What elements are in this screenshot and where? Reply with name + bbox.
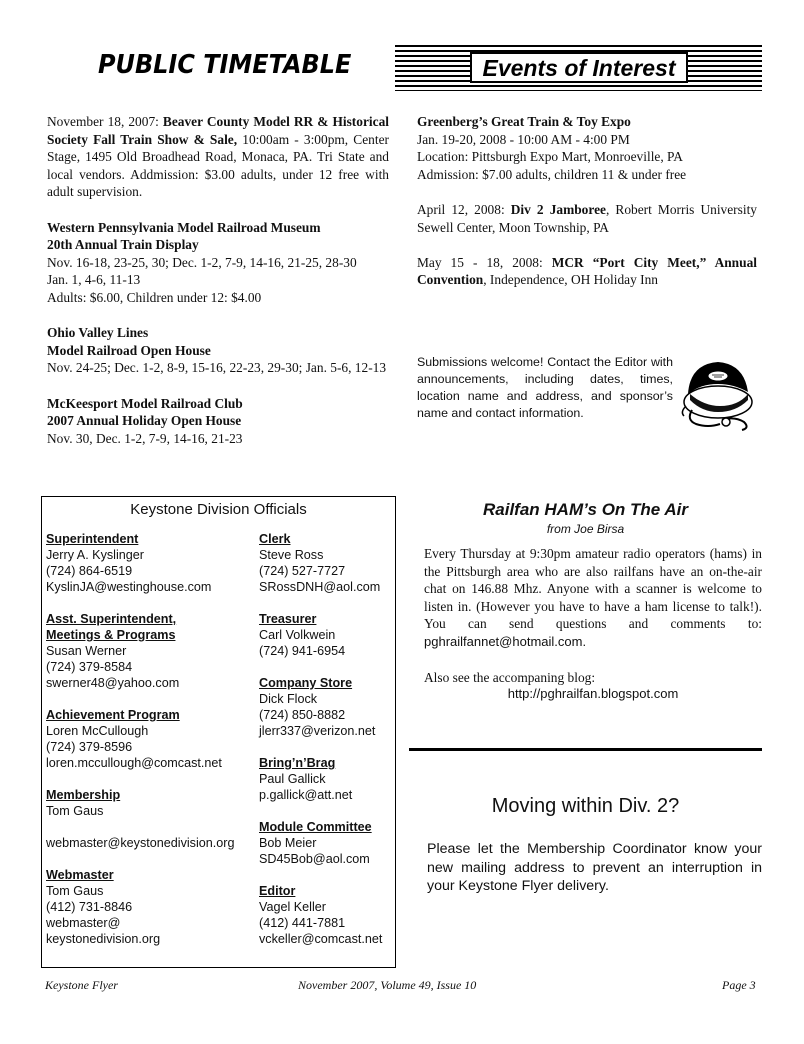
railfan-ham-body (424, 545, 762, 651)
event-item (47, 395, 389, 448)
footer-page-number: Page 3 (722, 978, 756, 992)
official-email[interactable]: keystonedivision.org (46, 932, 161, 946)
officials-spacer (46, 771, 256, 787)
event-item (417, 201, 757, 236)
officials-spacer (259, 739, 394, 755)
event-line: Model Railroad Open House (47, 342, 211, 358)
submissions-notice: Submissions welcome! Contact the Editor with announcements, including dates, times, location name and address, and sponsor’s name and contact information. (417, 355, 673, 420)
ham-blog-intro: Also see the accompaning blog: (424, 670, 596, 685)
event-item (47, 324, 389, 377)
official-detail: Tom Gaus (46, 884, 104, 898)
official-detail: (724) 850-8882 (259, 708, 346, 722)
official-email[interactable]: SRossDNH@aol.com (259, 580, 381, 594)
event-text: April 12, 2008: (417, 201, 511, 217)
railfan-ham-title: Railfan HAM’s On The Air (483, 500, 688, 519)
official-email[interactable]: vckeller@comcast.net (259, 932, 383, 946)
event-item (417, 254, 757, 289)
event-text: May 15 - 18, 2008: (417, 254, 552, 270)
event-text: MCR “Port City Meet,” Annual Convention (417, 254, 757, 288)
official-role-line2: Meetings & Programs (46, 628, 176, 642)
official-detail: (724) 941-6954 (259, 644, 346, 658)
event-line: Greenberg’s Great Train & Toy Expo (417, 114, 631, 129)
event-line: Location: Pittsburgh Expo Mart, Monroeville, PA (417, 149, 683, 165)
event-line: Ohio Valley Lines (47, 325, 149, 341)
officials-spacer (46, 595, 256, 611)
event-text: Div 2 Jamboree (510, 201, 606, 217)
right-events-column (417, 113, 757, 307)
officials-spacer (259, 803, 394, 819)
official-detail: (724) 379-8584 (46, 660, 133, 674)
official-detail: Jerry A. Kyslinger (46, 548, 144, 562)
official-detail: Tom Gaus (46, 804, 104, 818)
event-item (47, 113, 389, 201)
ham-email-suffix: . (582, 633, 587, 649)
event-text: , Independence, OH Holiday Inn (483, 272, 658, 288)
event-text: 10:00am - 3:00pm, Center Stage, 1495 Old Broadhead Road, Monaca, PA. Tri State and local vendors. Addmission: $3.00 adults, under 12 free with adult supervision. (47, 131, 390, 200)
official-detail: Paul Gallick (259, 772, 326, 786)
official-role: Webmaster (46, 868, 114, 882)
event-line: Admission: $7.00 adults, children 11 & under free (417, 166, 687, 182)
event-line: Jan. 1, 4-6, 11-13 (47, 272, 141, 288)
event-line: Nov. 16-18, 23-25, 30; Dec. 1-2, 7-9, 14-16, 21-25, 28-30 (47, 254, 357, 270)
officials-left-column (46, 531, 256, 947)
event-item (417, 113, 757, 183)
officials-spacer (259, 659, 394, 675)
official-email[interactable]: SD45Bob@aol.com (259, 852, 370, 866)
official-detail: (412) 441-7881 (259, 916, 346, 930)
official-role: Achievement Program (46, 708, 180, 722)
officials-spacer (259, 595, 394, 611)
officials-spacer (46, 691, 256, 707)
event-paragraph (47, 113, 389, 201)
officials-right-column (259, 531, 394, 947)
official-detail: (724) 527-7727 (259, 564, 346, 578)
ham-email-link[interactable]: pghrailfannet@hotmail.com (424, 633, 583, 649)
footer-issue: November 2007, Volume 49, Issue 10 (298, 978, 477, 992)
official-detail (46, 819, 256, 835)
official-email[interactable]: swerner48@yahoo.com (46, 676, 180, 690)
event-paragraph (417, 254, 757, 289)
event-line: Nov. 30, Dec. 1-2, 7-9, 14-16, 21-23 (47, 430, 243, 446)
official-detail: Carl Volkwein (259, 628, 336, 642)
event-line: Jan. 19-20, 2008 - 10:00 AM - 4:00 PM (417, 131, 630, 147)
railfan-ham-byline: from Joe Birsa (546, 522, 625, 536)
official-role: Company Store (259, 676, 353, 690)
event-text: Beaver County Model RR & Historical Society Fall Train Show & Sale, (47, 114, 389, 147)
official-email[interactable]: jlerr337@verizon.net (259, 724, 376, 738)
footer-publication: Keystone Flyer (45, 978, 118, 992)
official-detail: Dick Flock (259, 692, 318, 706)
official-role: Bring’n’Brag (259, 756, 336, 770)
officials-spacer (259, 867, 394, 883)
official-detail: (412) 731-8846 (46, 900, 133, 914)
section-divider (409, 748, 762, 751)
officials-title: Keystone Division Officials (130, 501, 307, 518)
moving-body: Please let the Membership Coordinator know your new mailing address to prevent an interruption in your Keystone Flyer delivery. (427, 841, 762, 894)
official-email[interactable]: p.gallick@att.net (259, 788, 353, 802)
official-detail: Steve Ross (259, 548, 324, 562)
officials-spacer (46, 851, 256, 867)
event-line: 2007 Annual Holiday Open House (47, 413, 242, 429)
public-timetable-heading: PUBLIC TIMETABLE (98, 50, 352, 80)
ham-body-text: Every Thursday at 9:30pm amateur radio operators (hams) in the Pittsburgh area who are also railfans have an on-the-air chat on 146.88 Mhz. Anyone with a scanner is welcome to listen in. (However you have to have a ham license to talk!). You can send questions and comments to: (424, 546, 762, 632)
official-role: Membership (46, 788, 121, 802)
official-role: Editor (259, 884, 296, 898)
banner-label-box (470, 52, 688, 83)
official-email[interactable]: KyslinJA@westinghouse.com (46, 580, 212, 594)
moving-title: Moving within Div. 2? (491, 795, 680, 817)
events-of-interest-title: Events of Interest (482, 55, 676, 81)
official-detail: Vagel Keller (259, 900, 326, 914)
left-events-column (47, 113, 389, 465)
event-line: Nov. 24-25; Dec. 1-2, 8-9, 15-16, 22-23, 29-30; Jan. 5-6, 12-13 (47, 360, 387, 376)
official-detail: Bob Meier (259, 836, 317, 850)
event-line: 20th Annual Train Display (47, 237, 199, 253)
official-role: Treasurer (259, 612, 317, 626)
event-item (47, 219, 389, 307)
official-role: Module Committee (259, 820, 372, 834)
official-email[interactable]: webmaster@ (46, 916, 121, 930)
official-detail: Loren McCullough (46, 724, 149, 738)
official-detail: (724) 864-6519 (46, 564, 133, 578)
event-line: McKeesport Model Railroad Club (47, 395, 243, 411)
event-text: November 18, 2007: (47, 114, 163, 129)
event-line: Western Pennsylvania Model Railroad Museum (47, 219, 321, 235)
official-email[interactable]: webmaster@keystonedivision.org (46, 836, 235, 850)
official-role: Asst. Superintendent, (46, 612, 177, 626)
conductor-hat-illustration (678, 354, 754, 432)
event-paragraph (417, 201, 757, 236)
official-detail: Susan Werner (46, 644, 127, 658)
events-of-interest-banner (395, 45, 762, 91)
official-email[interactable]: loren.mccullough@comcast.net (46, 756, 222, 770)
official-role (46, 531, 256, 547)
official-role: Clerk (259, 532, 291, 546)
ham-blog-link[interactable]: http://pghrailfan.blogspot.com (507, 686, 679, 701)
official-role-rest: uperintendent (54, 532, 139, 546)
event-line: Adults: $6.00, Children under 12: $4.00 (47, 289, 262, 305)
event-text: , Robert Morris University Sewell Center, Moon Township, PA (417, 201, 757, 235)
official-role-initial: S (46, 532, 55, 546)
official-detail: (724) 379-8596 (46, 740, 133, 754)
